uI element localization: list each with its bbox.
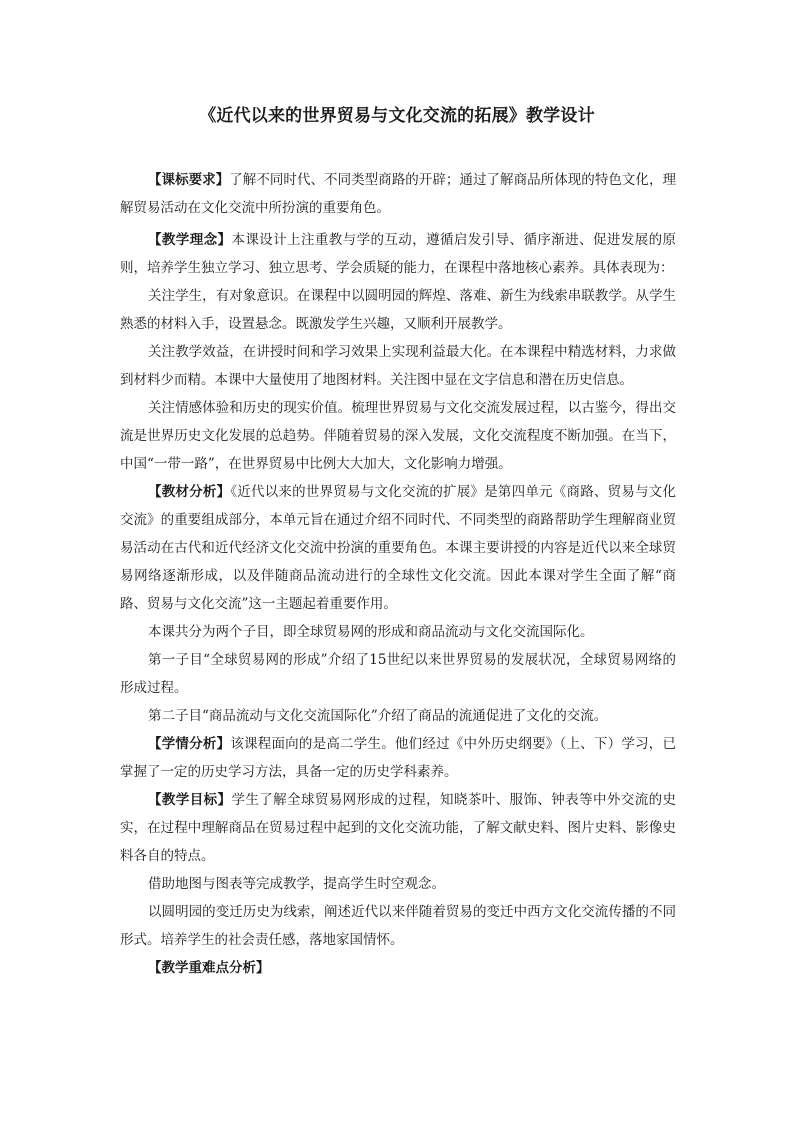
paragraph-focus-students [120, 282, 676, 338]
section-label: 【课标要求】 [148, 172, 230, 188]
paragraph-text: 以圆明园的变迁历史为线索，阐述近代以来伴随着贸易的变迁中西方文化交流传播的不同形式。培养学生的社会责任感，落地家国情怀。 [120, 904, 676, 948]
paragraph-learner-analysis [120, 730, 676, 786]
paragraph-key-difficulties [120, 954, 676, 982]
paragraph-objective-maps [120, 870, 676, 898]
paragraph-text: 借助地图与图表等完成教学，提高学生时空观念。 [148, 876, 445, 892]
section-label: 【教学理念】 [148, 232, 232, 248]
paragraph-text: 关注学生，有对象意识。在课程中以圆明园的辉煌、落难、新生为线索串联教学。从学生熟悉的材料入手，设置悬念。既激发学生兴趣，又顺利开展教学。 [120, 288, 676, 332]
section-label: 【教学重难点分析】 [148, 960, 270, 976]
paragraph-subsection-one [120, 646, 676, 702]
paragraph-subsection-two [120, 702, 676, 730]
paragraph-curriculum-requirements [120, 166, 676, 222]
paragraph-text: 本课共分为两个子目，即全球贸易网的形成和商品流动与文化交流国际化。 [148, 624, 594, 640]
paragraph-focus-efficiency [120, 338, 676, 394]
paragraph-text: 该课程面向的是高二学生。他们经过《中外历史纲要》（上、下）学习，已掌握了一定的历史学习方法，具备一定的历史学科素养。 [120, 736, 677, 780]
paragraph-text: 学生了解全球贸易网形成的过程，知晓茶叶、服饰、钟表等中外交流的史实，在过程中理解商品在贸易过程中起到的文化交流功能，了解文献史料、图片史料、影像史料各自的特点。 [120, 792, 677, 864]
paragraph-text: 本课设计上注重教与学的互动，遵循启发引导、循序渐进、促进发展的原则，培养学生独立学习、独立思考、学会质疑的能力，在课程中落地核心素养。具体表现为： [120, 232, 677, 276]
paragraph-text: 关注情感体验和历史的现实价值。梳理世界贸易与文化交流发展过程，以古鉴今，得出交流是世界历史文化发展的总趋势。伴随着贸易的深入发展，文化交流程度不断加强。在当下，中国“一带一路”，在世界贸易中比例大大加大，文化影响力增强。 [120, 400, 676, 472]
paragraph-objective-yuanmingyuan [120, 898, 676, 954]
paragraph-text: 关注教学效益，在讲授时间和学习效果上实现利益最大化。在本课程中精选材料，力求做到材料少而精。本课中大量使用了地图材料。关注图中显在文字信息和潜在历史信息。 [120, 344, 676, 388]
paragraph-textbook-analysis [120, 478, 676, 618]
document-title: 《近代以来的世界贸易与文化交流的拓展》教学设计 [199, 106, 595, 126]
section-label: 【教学目标】 [148, 792, 232, 808]
paragraph-teaching-philosophy [120, 226, 676, 282]
section-label: 【教材分析】 [148, 484, 231, 500]
paragraph-text: 了解不同时代、不同类型商路的开辟；通过了解商品所体现的特色文化，理解贸易活动在文化交流中所扮演的重要角色。 [120, 172, 677, 216]
paragraph-teaching-objectives [120, 786, 676, 870]
paragraph-focus-emotion [120, 394, 676, 478]
paragraph-subsections [120, 618, 676, 646]
document-body [120, 166, 676, 982]
paragraph-text: 《近代以来的世界贸易与文化交流的扩展》是第四单元《商路、贸易与文化交流》的重要组成部分，本单元旨在通过介绍不同时代、不同类型的商路帮助学生理解商业贸易活动在古代和近代经济文化交流中扮演的重要角色。本课主要讲授的内容是近代以来全球贸易网络逐渐形成，以及伴随商品流动进行的全球性文化交流。因此本课对学生全面了解“商路、贸易与文化交流”这一主题起着重要作用。 [120, 484, 677, 612]
section-label: 【学情分析】 [148, 736, 231, 752]
paragraph-text: 第一子目“全球贸易网的形成”介绍了15世纪以来世界贸易的发展状况，全球贸易网络的形成过程。 [120, 652, 676, 696]
paragraph-text: 第二子目“商品流动与文化交流国际化”介绍了商品的流通促进了文化的交流。 [148, 708, 608, 724]
